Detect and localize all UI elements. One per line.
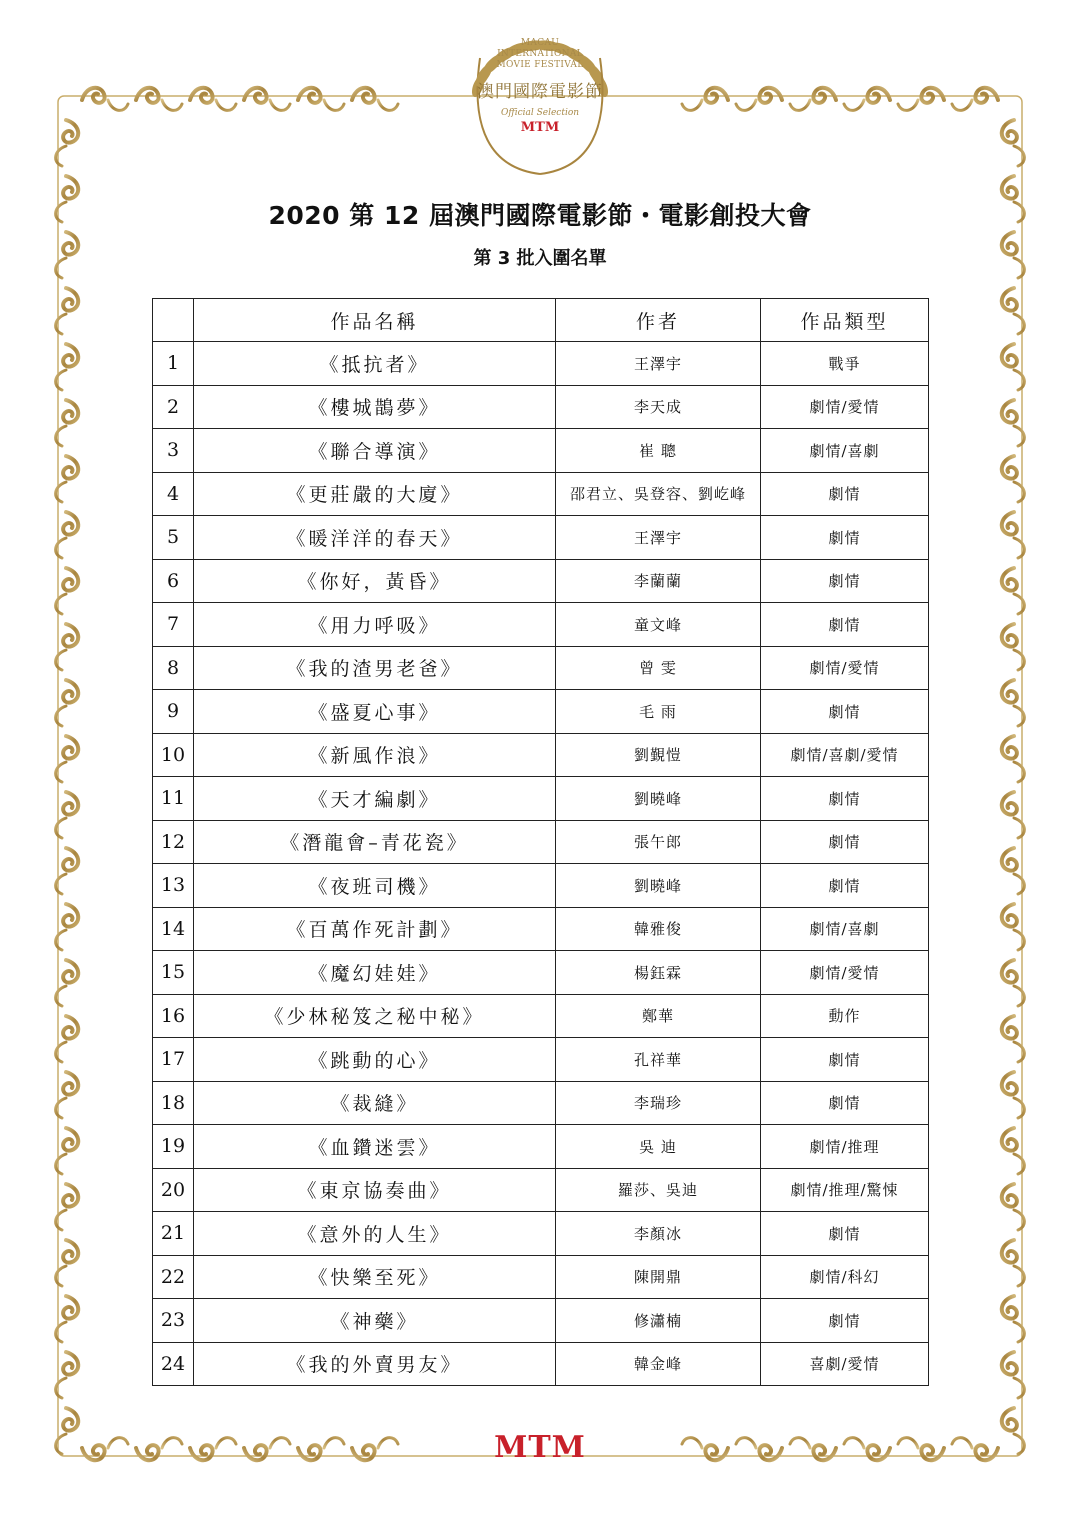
table-row	[153, 1038, 929, 1082]
row-number: 16	[153, 994, 194, 1038]
work-title: 《新風作浪》	[194, 733, 556, 777]
genre: 劇情	[761, 1212, 929, 1256]
logo-chinese-name: 澳門國際電影節	[477, 82, 603, 102]
genre: 劇情/喜劇	[761, 907, 929, 951]
genre: 劇情	[761, 864, 929, 908]
author-name: 崔 聰	[556, 429, 761, 473]
genre: 劇情/推理	[761, 1125, 929, 1169]
genre: 劇情	[761, 777, 929, 821]
work-title: 《魔幻娃娃》	[194, 951, 556, 995]
work-title: 《夜班司機》	[194, 864, 556, 908]
genre: 動作	[761, 994, 929, 1038]
genre: 劇情/科幻	[761, 1255, 929, 1299]
row-number: 3	[153, 429, 194, 473]
row-number: 4	[153, 472, 194, 516]
row-number: 12	[153, 820, 194, 864]
author-name: 楊鈺霖	[556, 951, 761, 995]
table-row	[153, 1212, 929, 1256]
genre: 劇情/愛情	[761, 646, 929, 690]
author-name: 修瀟楠	[556, 1299, 761, 1343]
author-name: 吳 迪	[556, 1125, 761, 1169]
author-name: 鄭華	[556, 994, 761, 1038]
author-name: 毛 雨	[556, 690, 761, 734]
author-name: 李天成	[556, 385, 761, 429]
work-title: 《跳動的心》	[194, 1038, 556, 1082]
page-title: 2020 第 12 屆澳門國際電影節・電影創投大會	[268, 201, 812, 230]
author-name: 韓金峰	[556, 1342, 761, 1386]
table-row	[153, 733, 929, 777]
work-title: 《血鑽迷雲》	[194, 1125, 556, 1169]
logo-line-3: MOVIE FESTIVAL	[496, 60, 584, 70]
genre: 劇情	[761, 1038, 929, 1082]
row-number: 17	[153, 1038, 194, 1082]
row-number: 18	[153, 1081, 194, 1125]
author-name: 李顏冰	[556, 1212, 761, 1256]
table-row	[153, 472, 929, 516]
row-number: 22	[153, 1255, 194, 1299]
table-row	[153, 603, 929, 647]
work-title: 《潛龍會–青花瓷》	[194, 820, 556, 864]
logo-official-selection: Official Selection	[500, 108, 580, 118]
work-title: 《你好，黃昏》	[194, 559, 556, 603]
genre: 劇情	[761, 1081, 929, 1125]
genre: 劇情	[761, 603, 929, 647]
row-number: 8	[153, 646, 194, 690]
row-number: 7	[153, 603, 194, 647]
table-row	[153, 559, 929, 603]
work-title: 《百萬作死計劃》	[194, 907, 556, 951]
work-title: 《我的外賣男友》	[194, 1342, 556, 1386]
work-title: 《聯合導演》	[194, 429, 556, 473]
row-number: 20	[153, 1168, 194, 1212]
work-title: 《裁縫》	[194, 1081, 556, 1125]
logo-line-2: INTERNATIONAL	[497, 49, 583, 59]
genre: 劇情/推理/驚悚	[761, 1168, 929, 1212]
row-number: 1	[153, 342, 194, 386]
row-number: 6	[153, 559, 194, 603]
genre: 劇情	[761, 472, 929, 516]
genre: 劇情	[761, 516, 929, 560]
table-row	[153, 1081, 929, 1125]
page-subtitle: 第 3 批入圍名單	[473, 248, 607, 269]
table-row	[153, 907, 929, 951]
header-work-title: 作品名稱	[194, 299, 556, 342]
row-number: 21	[153, 1212, 194, 1256]
logo-brand: MTM	[520, 120, 560, 135]
work-title: 《暖洋洋的春天》	[194, 516, 556, 560]
author-name: 王澤宇	[556, 516, 761, 560]
table-row	[153, 646, 929, 690]
festival-logo	[470, 38, 610, 135]
genre: 劇情/愛情	[761, 385, 929, 429]
table-row	[153, 1255, 929, 1299]
row-number: 2	[153, 385, 194, 429]
header-genre: 作品類型	[761, 299, 929, 342]
header-number	[153, 299, 194, 342]
table-row	[153, 1168, 929, 1212]
author-name: 童文峰	[556, 603, 761, 647]
table-row	[153, 1342, 929, 1386]
work-title: 《盛夏心事》	[194, 690, 556, 734]
work-title: 《天才編劇》	[194, 777, 556, 821]
table-row	[153, 1299, 929, 1343]
row-number: 5	[153, 516, 194, 560]
author-name: 陳開鼎	[556, 1255, 761, 1299]
shortlist-table	[152, 298, 929, 1386]
table-row	[153, 690, 929, 734]
row-number: 10	[153, 733, 194, 777]
work-title: 《快樂至死》	[194, 1255, 556, 1299]
author-name: 韓雅俊	[556, 907, 761, 951]
table-row	[153, 342, 929, 386]
row-number: 15	[153, 951, 194, 995]
work-title: 《抵抗者》	[194, 342, 556, 386]
work-title: 《我的渣男老爸》	[194, 646, 556, 690]
row-number: 23	[153, 1299, 194, 1343]
genre: 劇情	[761, 1299, 929, 1343]
row-number: 13	[153, 864, 194, 908]
table-row	[153, 385, 929, 429]
logo-line-1: MACAU	[520, 38, 560, 48]
row-number: 9	[153, 690, 194, 734]
table-row	[153, 429, 929, 473]
genre: 劇情	[761, 559, 929, 603]
author-name: 李蘭蘭	[556, 559, 761, 603]
author-name: 劉覲愷	[556, 733, 761, 777]
work-title: 《更莊嚴的大廈》	[194, 472, 556, 516]
row-number: 24	[153, 1342, 194, 1386]
genre: 喜劇/愛情	[761, 1342, 929, 1386]
genre: 劇情/喜劇	[761, 429, 929, 473]
table-header-row	[153, 299, 929, 342]
author-name: 張午郎	[556, 820, 761, 864]
author-name: 王澤宇	[556, 342, 761, 386]
author-name: 羅莎、吳迪	[556, 1168, 761, 1212]
work-title: 《樓城鵲夢》	[194, 385, 556, 429]
genre: 劇情	[761, 820, 929, 864]
table-row	[153, 516, 929, 560]
work-title: 《東京協奏曲》	[194, 1168, 556, 1212]
author-name: 劉曉峰	[556, 777, 761, 821]
genre: 戰爭	[761, 342, 929, 386]
author-name: 李瑞珍	[556, 1081, 761, 1125]
work-title: 《意外的人生》	[194, 1212, 556, 1256]
table-row	[153, 994, 929, 1038]
genre: 劇情	[761, 690, 929, 734]
row-number: 11	[153, 777, 194, 821]
header-author: 作者	[556, 299, 761, 342]
genre: 劇情/喜劇/愛情	[761, 733, 929, 777]
row-number: 19	[153, 1125, 194, 1169]
table-row	[153, 820, 929, 864]
table-row	[153, 864, 929, 908]
table-row	[153, 777, 929, 821]
table-row	[153, 1125, 929, 1169]
table-row	[153, 951, 929, 995]
row-number: 14	[153, 907, 194, 951]
work-title: 《少林秘笈之秘中秘》	[194, 994, 556, 1038]
author-name: 邵君立、吳登容、劉屹峰	[556, 472, 761, 516]
work-title: 《用力呼吸》	[194, 603, 556, 647]
author-name: 曾 雯	[556, 646, 761, 690]
footer-brand-logo: MTM	[494, 1430, 586, 1465]
genre: 劇情/愛情	[761, 951, 929, 995]
author-name: 孔祥華	[556, 1038, 761, 1082]
work-title: 《神藥》	[194, 1299, 556, 1343]
author-name: 劉曉峰	[556, 864, 761, 908]
